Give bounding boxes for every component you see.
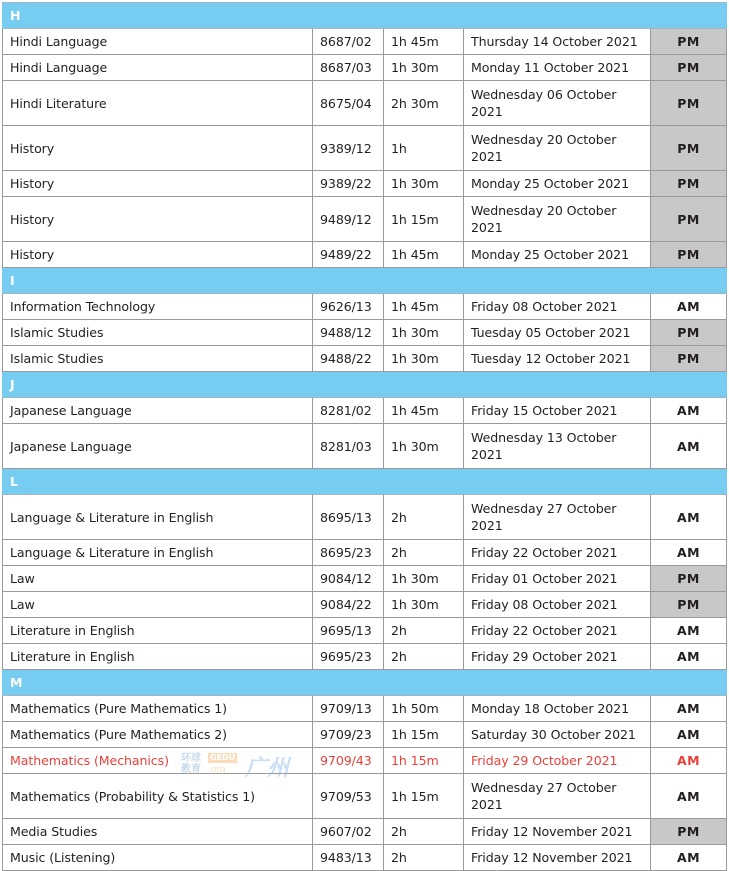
date-cell: Friday 08 October 2021 bbox=[464, 592, 651, 618]
duration-cell: 1h 30m bbox=[384, 566, 464, 592]
date-cell: Wednesday 27 October 2021 bbox=[464, 495, 651, 540]
date-cell: Saturday 30 October 2021 bbox=[464, 722, 651, 748]
subject-cell: Language & Literature in English bbox=[3, 540, 313, 566]
subject-cell: Mathematics (Pure Mathematics 1) bbox=[3, 696, 313, 722]
session-cell: PM bbox=[651, 242, 727, 268]
session-cell: PM bbox=[651, 29, 727, 55]
section-letter: H bbox=[3, 3, 727, 29]
date-cell: Monday 18 October 2021 bbox=[464, 696, 651, 722]
date-cell: Monday 11 October 2021 bbox=[464, 55, 651, 81]
session-cell: AM bbox=[651, 398, 727, 424]
date-cell: Wednesday 27 October 2021 bbox=[464, 774, 651, 819]
subject-cell: Law bbox=[3, 592, 313, 618]
date-cell: Wednesday 20 October 2021 bbox=[464, 126, 651, 171]
duration-cell: 2h bbox=[384, 618, 464, 644]
table-row bbox=[3, 618, 727, 644]
table-row bbox=[3, 592, 727, 618]
table-row bbox=[3, 171, 727, 197]
duration-cell: 1h 30m bbox=[384, 592, 464, 618]
date-cell: Friday 29 October 2021 bbox=[464, 644, 651, 670]
table-row bbox=[3, 29, 727, 55]
table-row bbox=[3, 294, 727, 320]
component-code-cell: 8695/13 bbox=[313, 495, 384, 540]
component-code-cell: 9084/12 bbox=[313, 566, 384, 592]
duration-cell: 1h 15m bbox=[384, 748, 464, 774]
table-row bbox=[3, 644, 727, 670]
duration-cell: 2h bbox=[384, 644, 464, 670]
session-cell: PM bbox=[651, 126, 727, 171]
table-row bbox=[3, 197, 727, 242]
component-code-cell: 9695/13 bbox=[313, 618, 384, 644]
subject-cell: Islamic Studies bbox=[3, 320, 313, 346]
subject-cell: Music (Listening) bbox=[3, 845, 313, 871]
duration-cell: 1h 45m bbox=[384, 29, 464, 55]
duration-cell: 1h bbox=[384, 126, 464, 171]
date-cell: Monday 25 October 2021 bbox=[464, 242, 651, 268]
component-code-cell: 9709/23 bbox=[313, 722, 384, 748]
section-letter: L bbox=[3, 469, 727, 495]
component-code-cell: 9626/13 bbox=[313, 294, 384, 320]
subject-cell: Mathematics (Pure Mathematics 2) bbox=[3, 722, 313, 748]
subject-cell: Language & Literature in English bbox=[3, 495, 313, 540]
duration-cell: 2h bbox=[384, 845, 464, 871]
section-letter: J bbox=[3, 372, 727, 398]
subject-cell: History bbox=[3, 171, 313, 197]
component-code-cell: 8687/02 bbox=[313, 29, 384, 55]
component-code-cell: 8687/03 bbox=[313, 55, 384, 81]
duration-cell: 1h 30m bbox=[384, 171, 464, 197]
watermark-domain: .org bbox=[208, 765, 226, 775]
table-row bbox=[3, 748, 727, 774]
session-cell: AM bbox=[651, 540, 727, 566]
duration-cell: 1h 45m bbox=[384, 398, 464, 424]
date-cell: Friday 01 October 2021 bbox=[464, 566, 651, 592]
section-header-j bbox=[3, 372, 727, 398]
session-cell: AM bbox=[651, 748, 727, 774]
subject-cell: Media Studies bbox=[3, 819, 313, 845]
table-row bbox=[3, 845, 727, 871]
date-cell: Friday 15 October 2021 bbox=[464, 398, 651, 424]
component-code-cell: 9389/22 bbox=[313, 171, 384, 197]
subject-cell: Hindi Literature bbox=[3, 81, 313, 126]
subject-cell: Hindi Language bbox=[3, 29, 313, 55]
date-cell: Tuesday 05 October 2021 bbox=[464, 320, 651, 346]
table-row bbox=[3, 398, 727, 424]
subject-cell: Mathematics (Probability & Statistics 1) bbox=[3, 774, 313, 819]
date-cell: Friday 08 October 2021 bbox=[464, 294, 651, 320]
date-cell: Tuesday 12 October 2021 bbox=[464, 346, 651, 372]
session-cell: AM bbox=[651, 774, 727, 819]
watermark-cn-top: 环球 bbox=[181, 753, 201, 764]
table-row bbox=[3, 346, 727, 372]
duration-cell: 2h 30m bbox=[384, 81, 464, 126]
subject-cell: Literature in English bbox=[3, 618, 313, 644]
session-cell: PM bbox=[651, 346, 727, 372]
session-cell: AM bbox=[651, 722, 727, 748]
section-header-i bbox=[3, 268, 727, 294]
subject-cell: Hindi Language bbox=[3, 55, 313, 81]
session-cell: AM bbox=[651, 644, 727, 670]
subject-cell: Mathematics (Mechanics) bbox=[3, 748, 313, 774]
session-cell: PM bbox=[651, 81, 727, 126]
date-cell: Monday 25 October 2021 bbox=[464, 171, 651, 197]
session-cell: PM bbox=[651, 819, 727, 845]
component-code-cell: 9607/02 bbox=[313, 819, 384, 845]
component-code-cell: 9389/12 bbox=[313, 126, 384, 171]
duration-cell: 1h 50m bbox=[384, 696, 464, 722]
duration-cell: 1h 45m bbox=[384, 242, 464, 268]
table-row bbox=[3, 81, 727, 126]
duration-cell: 1h 30m bbox=[384, 424, 464, 469]
session-cell: PM bbox=[651, 320, 727, 346]
session-cell: AM bbox=[651, 696, 727, 722]
duration-cell: 1h 15m bbox=[384, 722, 464, 748]
table-row bbox=[3, 424, 727, 469]
session-cell: PM bbox=[651, 55, 727, 81]
session-cell: AM bbox=[651, 845, 727, 871]
session-cell: PM bbox=[651, 566, 727, 592]
duration-cell: 2h bbox=[384, 495, 464, 540]
component-code-cell: 8281/03 bbox=[313, 424, 384, 469]
component-code-cell: 9489/22 bbox=[313, 242, 384, 268]
component-code-cell: 8675/04 bbox=[313, 81, 384, 126]
session-cell: PM bbox=[651, 197, 727, 242]
date-cell: Wednesday 06 October 2021 bbox=[464, 81, 651, 126]
date-cell: Friday 22 October 2021 bbox=[464, 540, 651, 566]
table-row bbox=[3, 722, 727, 748]
table-row bbox=[3, 495, 727, 540]
date-cell: Thursday 14 October 2021 bbox=[464, 29, 651, 55]
exam-timetable bbox=[2, 2, 727, 871]
duration-cell: 2h bbox=[384, 819, 464, 845]
watermark-city: 广州 bbox=[245, 756, 290, 781]
section-header-m bbox=[3, 670, 727, 696]
session-cell: AM bbox=[651, 424, 727, 469]
component-code-cell: 8281/02 bbox=[313, 398, 384, 424]
duration-cell: 2h bbox=[384, 540, 464, 566]
subject-cell: History bbox=[3, 126, 313, 171]
date-cell: Friday 22 October 2021 bbox=[464, 618, 651, 644]
subject-cell: Japanese Language bbox=[3, 424, 313, 469]
section-header-h bbox=[3, 3, 727, 29]
table-row bbox=[3, 55, 727, 81]
duration-cell: 1h 15m bbox=[384, 197, 464, 242]
subject-cell: Information Technology bbox=[3, 294, 313, 320]
date-cell: Friday 12 November 2021 bbox=[464, 845, 651, 871]
duration-cell: 1h 15m bbox=[384, 774, 464, 819]
component-code-cell: 9488/12 bbox=[313, 320, 384, 346]
session-cell: AM bbox=[651, 294, 727, 320]
component-code-cell: 8695/23 bbox=[313, 540, 384, 566]
timetable-body bbox=[3, 3, 727, 871]
table-row bbox=[3, 819, 727, 845]
duration-cell: 1h 45m bbox=[384, 294, 464, 320]
subject-cell: History bbox=[3, 197, 313, 242]
date-cell: Wednesday 20 October 2021 bbox=[464, 197, 651, 242]
duration-cell: 1h 30m bbox=[384, 346, 464, 372]
subject-cell: Islamic Studies bbox=[3, 346, 313, 372]
session-cell: AM bbox=[651, 495, 727, 540]
component-code-cell: 9709/43 bbox=[313, 748, 384, 774]
session-cell: AM bbox=[651, 618, 727, 644]
table-row bbox=[3, 320, 727, 346]
subject-cell: Japanese Language bbox=[3, 398, 313, 424]
date-cell: Wednesday 13 October 2021 bbox=[464, 424, 651, 469]
table-row bbox=[3, 696, 727, 722]
component-code-cell: 9709/13 bbox=[313, 696, 384, 722]
component-code-cell: 9489/12 bbox=[313, 197, 384, 242]
component-code-cell: 9483/13 bbox=[313, 845, 384, 871]
date-cell: Friday 12 November 2021 bbox=[464, 819, 651, 845]
section-letter: M bbox=[3, 670, 727, 696]
date-cell: Friday 29 October 2021 bbox=[464, 748, 651, 774]
table-row bbox=[3, 126, 727, 171]
subject-cell: Law bbox=[3, 566, 313, 592]
duration-cell: 1h 30m bbox=[384, 320, 464, 346]
subject-cell: History bbox=[3, 242, 313, 268]
component-code-cell: 9709/53 bbox=[313, 774, 384, 819]
watermark-cn-bottom: 教育 bbox=[181, 764, 201, 775]
section-letter: I bbox=[3, 268, 727, 294]
subject-cell: Literature in English bbox=[3, 644, 313, 670]
table-row bbox=[3, 242, 727, 268]
duration-cell: 1h 30m bbox=[384, 55, 464, 81]
section-header-l bbox=[3, 469, 727, 495]
table-row bbox=[3, 540, 727, 566]
component-code-cell: 9084/22 bbox=[313, 592, 384, 618]
component-code-cell: 9488/22 bbox=[313, 346, 384, 372]
session-cell: PM bbox=[651, 171, 727, 197]
session-cell: PM bbox=[651, 592, 727, 618]
table-row bbox=[3, 566, 727, 592]
watermark-brand: GEDU bbox=[210, 753, 236, 762]
table-row bbox=[3, 774, 727, 819]
component-code-cell: 9695/23 bbox=[313, 644, 384, 670]
